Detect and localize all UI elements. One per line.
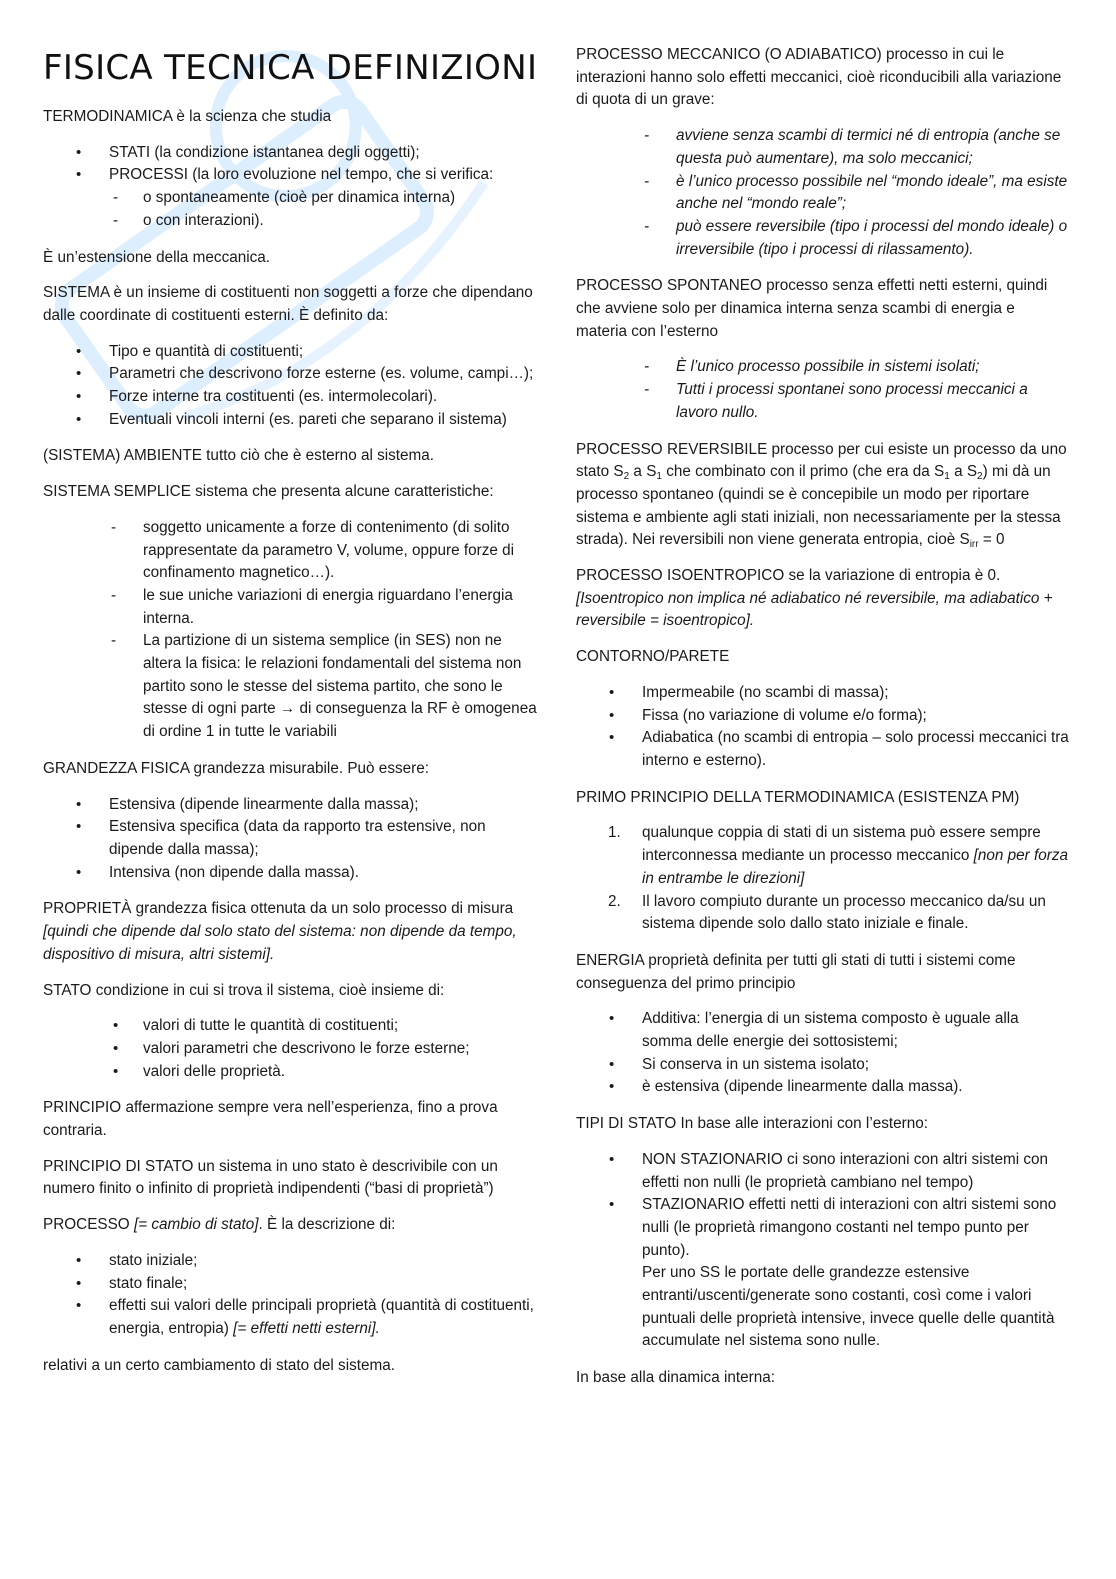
processo-def: PROCESSO [= cambio di stato]. È la descrizione di:: [43, 1216, 396, 1234]
principio-stato-def: PRINCIPIO DI STATO un sistema in uno stato è descrivibile con un numero finito o infinito di proprietà indipendenti (“basi di proprietà”): [43, 1157, 498, 1198]
stato-list: [43, 1015, 538, 1083]
list-item: - le sue uniche variazioni di energia riguardano l’energia interna.: [43, 585, 538, 630]
list-item: • STATI (la condizione istantanea degli oggetti);: [43, 142, 538, 165]
grandezza-def: GRANDEZZA FISICA grandezza misurabile. Può essere:: [43, 759, 429, 777]
list-item: • valori delle proprietà.: [43, 1061, 538, 1084]
stato-def: STATO condizione in cui si trova il sistema, cioè insieme di:: [43, 981, 445, 999]
list-item: • Additiva: l’energia di un sistema composto è uguale alla somma delle energie dei sottosistemi;: [576, 1008, 1069, 1053]
proprieta-def: PROPRIETÀ grandezza fisica ottenuta da un solo processo di misura [quindi che dipende dal solo stato del sistema: non dipende da tempo, dispositivo di misura, altri sistemi].: [43, 900, 517, 963]
processo-list: [43, 1250, 538, 1341]
list-item: • valori di tutte le quantità di costituenti;: [43, 1015, 538, 1038]
list-item: - La partizione di un sistema semplice (in SES) non ne altera la fisica: le relazioni fondamentali del sistema non partito sono le stesse del sistema partito, che sono le stesse di ogni parte → di conseguenza la RF è omogenea di ordine 1 in tutte le variabili: [43, 630, 538, 744]
list-item: • Adiabatica (no scambi di entropia – solo processi meccanici tra interno e esterno).: [576, 727, 1069, 772]
grandezza-list: [43, 794, 538, 885]
processo-spontaneo-list: [576, 356, 1069, 424]
estensione-meccanica: È un’estensione della meccanica.: [43, 248, 271, 266]
list-item: - o con interazioni).: [109, 210, 538, 233]
primo-principio-def: PRIMO PRINCIPIO DELLA TERMODINAMICA (ESISTENZA PM): [576, 788, 1020, 806]
list-item: - o spontaneamente (cioè per dinamica interna): [109, 187, 538, 210]
list-item: • Estensiva (dipende linearmente dalla massa);: [43, 794, 538, 817]
ambiente-def: (SISTEMA) AMBIENTE tutto ciò che è esterno al sistema.: [43, 447, 435, 465]
list-item: • effetti sui valori delle principali proprietà (quantità di costituenti, energia, entropia) [= effetti netti esterni].: [43, 1295, 538, 1340]
list-item: • è estensiva (dipende linearmente dalla massa).: [576, 1076, 1069, 1099]
processo-meccanico-list: [576, 125, 1069, 261]
processi-sublist: [109, 187, 538, 232]
processo-meccanico-def: PROCESSO MECCANICO (O ADIABATICO) processo in cui le interazioni hanno solo effetti meccanici, cioè riconducibili alla variazione di quota di un grave:: [576, 46, 1062, 109]
processo-reversibile-def: PROCESSO REVERSIBILE processo per cui esiste un processo da uno stato $S_2$ a $S_1$ che combinato con il primo (che era da $S_1$ a $S_2$) mi dà un processo spontaneo (quindi se è concepibile un modo per riportare sistema e ambiente agli stati iniziali, non necessariamente per la stessa strada). Nei reversibili non viene generata entropia, cioè $S_{irr} = 0$: [576, 440, 1067, 551]
processo-spontaneo-def: PROCESSO SPONTANEO processo senza effetti netti esterni, quindi che avviene solo per dinamica interna senza scambi di energia e materia con l’esterno: [576, 277, 1048, 340]
left-column: [43, 0, 538, 1390]
list-item: 1. qualunque coppia di stati di un sistema può essere sempre interconnessa mediante un processo meccanico [non per forza in entrambe le direzioni]: [608, 824, 1069, 887]
list-item: - Tutti i processi spontanei sono processi meccanici a lavoro nullo.: [576, 379, 1069, 424]
list-item: • STAZIONARIO effetti netti di interazioni con altri sistemi sono nulli (le proprietà rimangono costanti nel tempo punto per punto). Per uno SS le portate delle grandezze estensive entranti/uscenti/generate sono costanti, così come i valori puntuali delle proprietà intensive, invece quelle delle quantità accumulate nel sistema sono nulle.: [576, 1194, 1069, 1353]
list-item: • valori parametri che descrivono le forze esterne;: [43, 1038, 538, 1061]
processo-isoentropico-def: PROCESSO ISOENTROPICO se la variazione di entropia è 0. [Isoentropico non implica né adiabatico né reversibile, ma adiabatico + reversibile = isoentropico].: [576, 567, 1053, 630]
principio-def: PRINCIPIO affermazione sempre vera nell’esperienza, fino a prova contraria.: [43, 1099, 498, 1140]
right-column: [576, 0, 1069, 1403]
energia-def: ENERGIA proprietà definita per tutti gli stati di tutti i sistemi come conseguenza del primo principio: [576, 951, 1016, 992]
list-item: - avviene senza scambi di termici né di entropia (anche se questa può aumentare), ma solo meccanici;: [576, 125, 1069, 170]
contorno-def: CONTORNO/PARETE: [576, 648, 730, 666]
list-item: • NON STAZIONARIO ci sono interazioni con altri sistemi con effetti non nulli (le proprietà cambiano nel tempo): [576, 1149, 1069, 1194]
dinamica-interna: In base alla dinamica interna:: [576, 1369, 775, 1387]
list-item: • stato finale;: [43, 1273, 538, 1296]
list-item: • Forze interne tra costituenti (es. intermolecolari).: [43, 386, 538, 409]
list-item: - È l’unico processo possibile in sistemi isolati;: [576, 356, 1069, 379]
list-item: • Eventuali vincoli interni (es. pareti che separano il sistema): [43, 409, 538, 432]
processo-closing: relativi a un certo cambiamento di stato del sistema.: [43, 1356, 395, 1374]
list-item: • Impermeabile (no scambi di massa);: [576, 682, 1069, 705]
list-item: • Fissa (no variazione di volume e/o forma);: [576, 705, 1069, 728]
list-item: • Estensiva specifica (data da rapporto tra estensive, non dipende dalla massa);: [43, 816, 538, 861]
energia-list: [576, 1008, 1069, 1099]
list-item: • PROCESSI (la loro evoluzione nel tempo, che si verifica: - o spontaneamente (cioè per dinamica interna) - o con interazioni).: [43, 164, 538, 232]
page-title: FISICA TECNICA DEFINIZIONI: [43, 48, 538, 88]
primo-principio-list: [576, 822, 1069, 936]
sistema-semplice-def: SISTEMA SEMPLICE sistema che presenta alcune caratteristiche:: [43, 483, 494, 501]
list-item: - è l’unico processo possibile nel “mondo ideale”, ma esiste anche nel “mondo reale”;: [576, 171, 1069, 216]
tipi-stato-def: TIPI DI STATO In base alle interazioni con l’esterno:: [576, 1115, 928, 1133]
list-item: • stato iniziale;: [43, 1250, 538, 1273]
sistema-semplice-list: [43, 517, 538, 744]
list-item: 2. Il lavoro compiuto durante un processo meccanico da/su un sistema dipende solo dallo stato iniziale e finale.: [608, 892, 1046, 933]
list-item: • Intensiva (non dipende dalla massa).: [43, 862, 538, 885]
sistema-def: SISTEMA è un insieme di costituenti non soggetti a forze che dipendano dalle coordinate di costituenti esterni. È definito da:: [43, 284, 533, 324]
list-item: - soggetto unicamente a forze di contenimento (di solito rappresentate da parametro V, volume, oppure forze di confinamento magnetico…).: [43, 517, 538, 585]
termodinamica-list: [43, 142, 538, 233]
termodinamica-def: TERMODINAMICA è la scienza che studia: [43, 108, 332, 125]
list-item: • Si conserva in un sistema isolato;: [576, 1054, 1069, 1077]
tipi-stato-list: [576, 1149, 1069, 1353]
sistema-list: [43, 341, 538, 432]
list-item: - può essere reversibile (tipo i processi del mondo ideale) o irreversibile (tipo i processi di rilassamento).: [576, 216, 1069, 261]
contorno-list: [576, 682, 1069, 773]
list-item: • Tipo e quantità di costituenti;: [43, 341, 538, 364]
list-item: • Parametri che descrivono forze esterne (es. volume, campi…);: [43, 363, 538, 386]
